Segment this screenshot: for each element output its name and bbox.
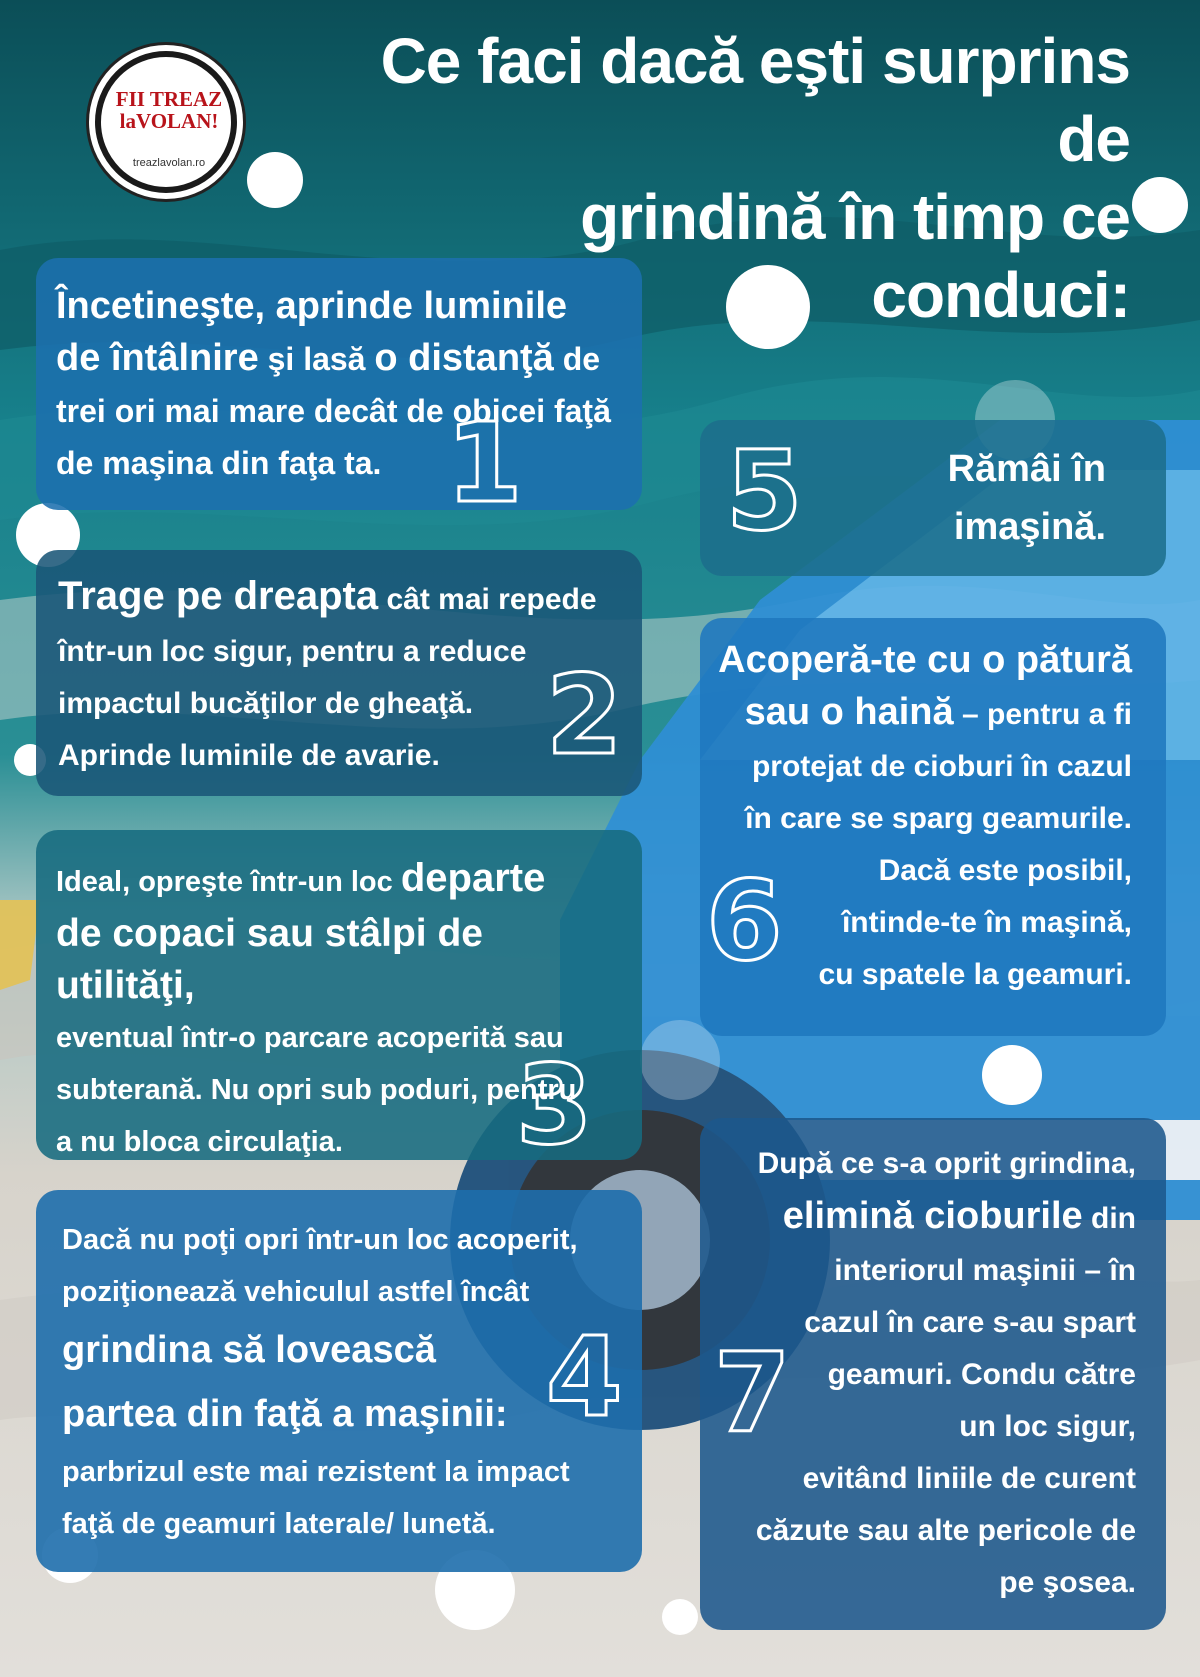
tip-4-card bbox=[36, 1190, 642, 1572]
tip-3-text: Ideal, opreşte într-un loc bbox=[56, 866, 401, 898]
tip-7-line-5: geamuri. Condu către bbox=[827, 1358, 1136, 1391]
tip-5-card bbox=[700, 420, 1166, 576]
tip-6-line-4: în care se sparg geamurile. bbox=[745, 802, 1132, 835]
tip-5-line-1: Rămâi în bbox=[947, 448, 1106, 490]
logo-text-bottom: laVOLAN! bbox=[119, 109, 219, 133]
tip-4-line-2: poziţionează vehiculul astfel încât bbox=[62, 1276, 530, 1308]
tip-4-line-1: Dacă nu poţi opri într-un loc acoperit, bbox=[62, 1224, 578, 1256]
tip-2-number: 2 bbox=[546, 651, 623, 779]
tip-1-emphasis-2: o distanţă bbox=[374, 337, 554, 379]
tip-5-number: 5 bbox=[726, 427, 803, 555]
tip-7-text: din bbox=[1082, 1202, 1136, 1235]
tip-7-line-2 bbox=[700, 1190, 1136, 1245]
tip-4-line-6: faţă de geamuri laterale/ lunetă. bbox=[62, 1508, 496, 1540]
tip-6-text: – pentru a fi bbox=[953, 698, 1132, 731]
tip-7-number: 7 bbox=[714, 1329, 791, 1457]
tip-2-card bbox=[36, 550, 642, 796]
tip-3-number: 3 bbox=[516, 1041, 593, 1169]
tip-6-line-2 bbox=[700, 686, 1132, 741]
tip-6-number: 6 bbox=[706, 857, 783, 985]
tip-7-card bbox=[700, 1118, 1166, 1630]
tip-2-line-1 bbox=[58, 570, 620, 626]
tip-1-emphasis-1: de întâlnire bbox=[56, 337, 259, 379]
title-line-1: Ce faci dacă eşti surprins de bbox=[380, 25, 1130, 176]
tip-5-line-2: imaşină. bbox=[953, 506, 1106, 548]
tip-3-line-2: de copaci sau stâlpi de utilităţi, bbox=[56, 912, 483, 1007]
tip-1-line-2 bbox=[56, 332, 622, 385]
tip-2-line-4: Aprinde luminile de avarie. bbox=[58, 739, 440, 772]
tip-7-line-4: cazul în care s-au spart bbox=[804, 1306, 1136, 1339]
tip-7-line-7: evitând liniile de curent bbox=[802, 1462, 1136, 1495]
tip-6-emphasis: sau o haină bbox=[744, 691, 954, 733]
tip-4-line-5: parbrizul este mai rezistent la impact bbox=[62, 1456, 570, 1488]
tip-4-number: 4 bbox=[546, 1313, 623, 1441]
tip-4-line-3: grindina să lovească bbox=[62, 1329, 436, 1371]
tip-6-line-5: Dacă este posibil, bbox=[878, 854, 1132, 887]
tip-7-line-3: interiorul maşinii – în bbox=[834, 1254, 1136, 1287]
tip-2-line-3: impactul bucăţilor de gheaţă. bbox=[58, 687, 474, 720]
tip-6-line-7: cu spatele la geamuri. bbox=[818, 958, 1132, 991]
tip-3-line-3: eventual într-o parcare acoperită sau bbox=[56, 1022, 564, 1054]
tip-1-card bbox=[36, 258, 642, 527]
tip-6-line-1: Acoperă-te cu o pătură bbox=[718, 639, 1132, 681]
tip-7-line-8: căzute sau alte pericole de bbox=[755, 1514, 1136, 1547]
tip-3-line-1 bbox=[56, 852, 622, 908]
tip-1-line-3: trei ori mai mare decât de obicei faţă bbox=[56, 393, 611, 429]
tip-6-line-6: întinde-te în maşină, bbox=[841, 906, 1132, 939]
tip-7-emphasis: elimină cioburile bbox=[782, 1195, 1083, 1237]
tip-3-line-5: a nu bloca circulaţia. bbox=[56, 1126, 343, 1158]
tip-1-line-4: de maşina din faţa ta. bbox=[56, 445, 382, 481]
logo-url: treazlavolan.ro bbox=[132, 157, 206, 169]
tip-1-line-1: Încetineşte, aprinde luminile bbox=[56, 285, 568, 327]
tip-1-number: 1 bbox=[446, 399, 523, 527]
tip-2-text: cât mai repede bbox=[378, 583, 597, 616]
tip-7-line-1: După ce s-a oprit grindina, bbox=[757, 1147, 1136, 1180]
brand-logo bbox=[86, 42, 246, 202]
tip-7-line-6: un loc sigur, bbox=[959, 1410, 1136, 1443]
tip-2-line-2: într-un loc sigur, pentru a reduce bbox=[58, 635, 527, 668]
title-line-2: grindină în timp ce conduci: bbox=[580, 181, 1130, 332]
tip-4-line-4: partea din faţă a maşinii: bbox=[62, 1393, 508, 1435]
tip-1-text: şi lasă bbox=[258, 341, 375, 377]
tip-1-text-end: de bbox=[553, 341, 601, 377]
tip-6-line-3: protejat de cioburi în cazul bbox=[751, 750, 1132, 783]
logo-text-top: FII TREAZ bbox=[115, 87, 223, 111]
tip-3-card bbox=[36, 830, 642, 1169]
tip-6-card bbox=[700, 618, 1166, 1036]
tip-7-line-9: pe şosea. bbox=[999, 1566, 1136, 1599]
tip-3-line-4: subterană. Nu opri sub poduri, pentru bbox=[56, 1074, 577, 1106]
tip-3-emphasis: departe bbox=[400, 856, 546, 900]
tip-2-emphasis: Trage pe dreapta bbox=[58, 574, 379, 618]
